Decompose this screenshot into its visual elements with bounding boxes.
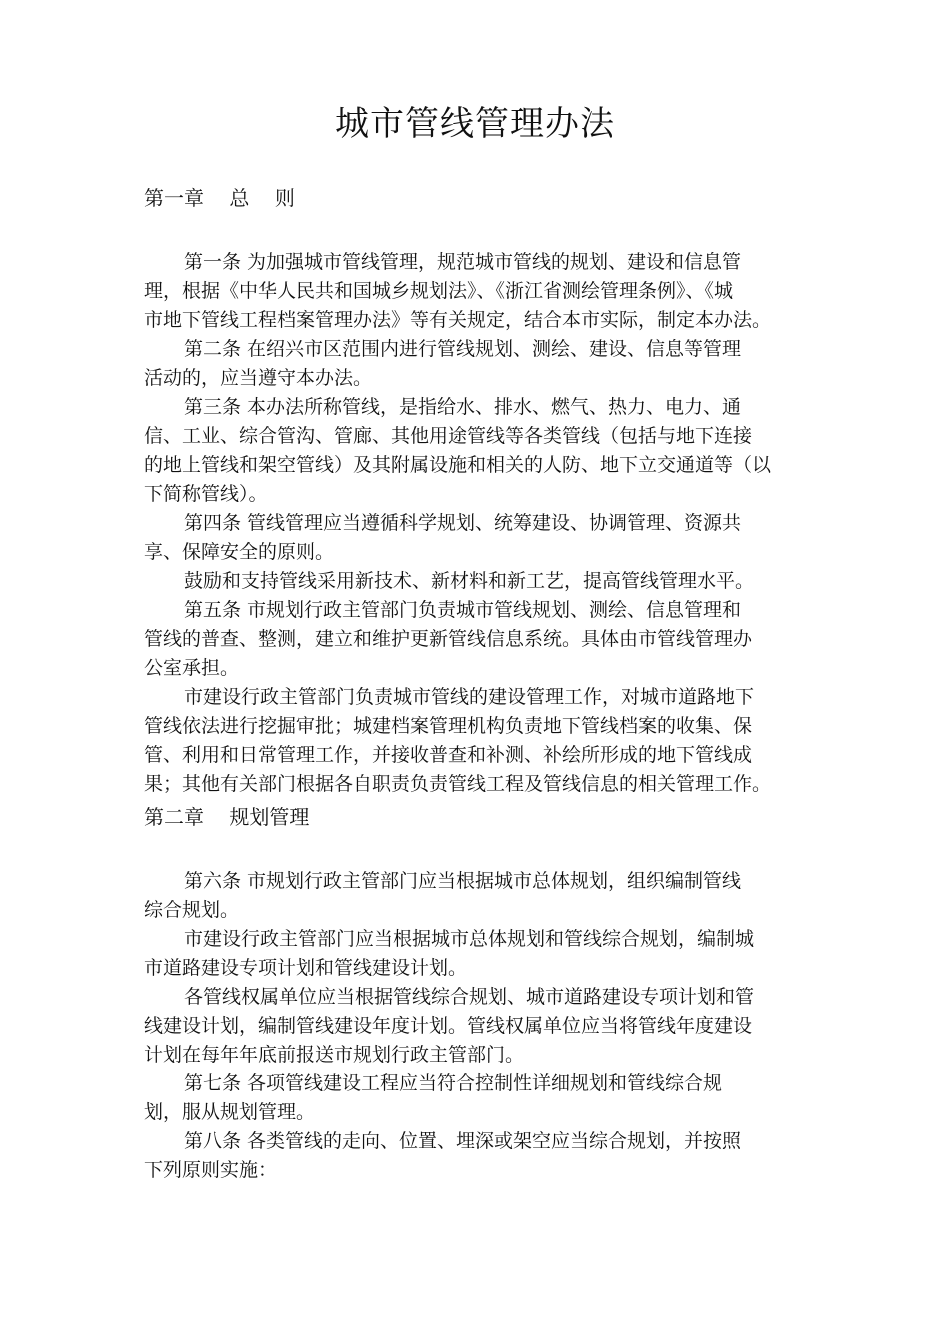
article-line: 第七条 各项管线建设工程应当符合控制性详细规划和管线综合规: [184, 1072, 723, 1094]
article-line: 管、利用和日常管理工作，并接收普查和补测、补绘所形成的地下管线成: [144, 744, 753, 766]
article-line: 市道路建设专项计划和管线建设计划。: [144, 957, 468, 979]
article-6-paragraph-3: [144, 983, 810, 1070]
article-line: 公室承担。: [144, 657, 240, 679]
article-8: [144, 1127, 810, 1185]
document-title: 城市管线管理办法: [335, 104, 615, 144]
article-line: 果；其他有关部门根据各自职责负责管线工程及管线信息的相关管理工作。: [144, 773, 772, 795]
article-line: 第四条 管线管理应当遵循科学规划、统筹建设、协调管理、资源共: [184, 512, 742, 534]
article-line: 第一条 为加强城市管线管理，规范城市管线的规划、建设和信息管: [184, 251, 742, 273]
article-line: 的地上管线和架空管线）及其附属设施和相关的人防、地下立交通道等（以: [144, 454, 772, 476]
article-line: 下列原则实施：: [144, 1159, 278, 1181]
article-line: 划，服从规划管理。: [144, 1101, 316, 1123]
article-4-paragraph-2: [144, 567, 810, 596]
article-line: 各管线权属单位应当根据管线综合规划、城市道路建设专项计划和管: [184, 986, 755, 1008]
article-line: 第五条 市规划行政主管部门负责城市管线规划、测绘、信息管理和: [184, 599, 742, 621]
article-line: 第八条 各类管线的走向、位置、埋深或架空应当综合规划，并按照: [184, 1130, 742, 1152]
chapter-2-heading: 第二章 规划管理: [144, 805, 310, 829]
article-4: [144, 509, 810, 567]
article-line: 第六条 市规划行政主管部门应当根据城市总体规划，组织编制管线: [184, 870, 742, 892]
article-line: 计划在每年年底前报送市规划行政主管部门。: [144, 1044, 525, 1066]
article-5: [144, 596, 810, 683]
article-5-paragraph-2: [144, 683, 810, 799]
article-line: 鼓励和支持管线采用新技术、新材料和新工艺，提高管线管理水平。: [184, 570, 755, 592]
article-line: 享、保障安全的原则。: [144, 541, 335, 563]
article-3: [144, 393, 810, 509]
article-line: 综合规划。: [144, 899, 240, 921]
article-2: [144, 335, 810, 393]
article-line: 管线依法进行挖掘审批；城建档案管理机构负责地下管线档案的收集、保: [144, 715, 753, 737]
article-line: 市建设行政主管部门应当根据城市总体规划和管线综合规划，编制城: [184, 928, 755, 950]
article-line: 理，根据《中华人民共和国城乡规划法》、《浙江省测绘管理条例》、《城: [144, 280, 734, 302]
article-line: 市建设行政主管部门负责城市管线的建设管理工作，对城市道路地下: [184, 686, 755, 708]
article-line: 线建设计划，编制管线建设年度计划。管线权属单位应当将管线年度建设: [144, 1015, 753, 1037]
article-line: 第三条 本办法所称管线，是指给水、排水、燃气、热力、电力、通: [184, 396, 742, 418]
article-1: [144, 248, 810, 335]
article-line: 第二条 在绍兴市区范围内进行管线规划、测绘、建设、信息等管理: [184, 338, 742, 360]
article-6-paragraph-2: [144, 925, 810, 983]
chapter-1-heading: 第一章 总 则: [144, 186, 295, 210]
article-line: 信、工业、综合管沟、管廊、其他用途管线等各类管线（包括与地下连接: [144, 425, 753, 447]
article-line: 市地下管线工程档案管理办法》等有关规定，结合本市实际，制定本办法。: [144, 309, 772, 331]
article-line: 活动的，应当遵守本办法。: [144, 367, 373, 389]
article-line: 下简称管线）。: [144, 483, 268, 505]
article-6: [144, 867, 810, 925]
article-7: [144, 1069, 810, 1127]
article-line: 管线的普查、整测，建立和维护更新管线信息系统。具体由市管线管理办: [144, 628, 753, 650]
